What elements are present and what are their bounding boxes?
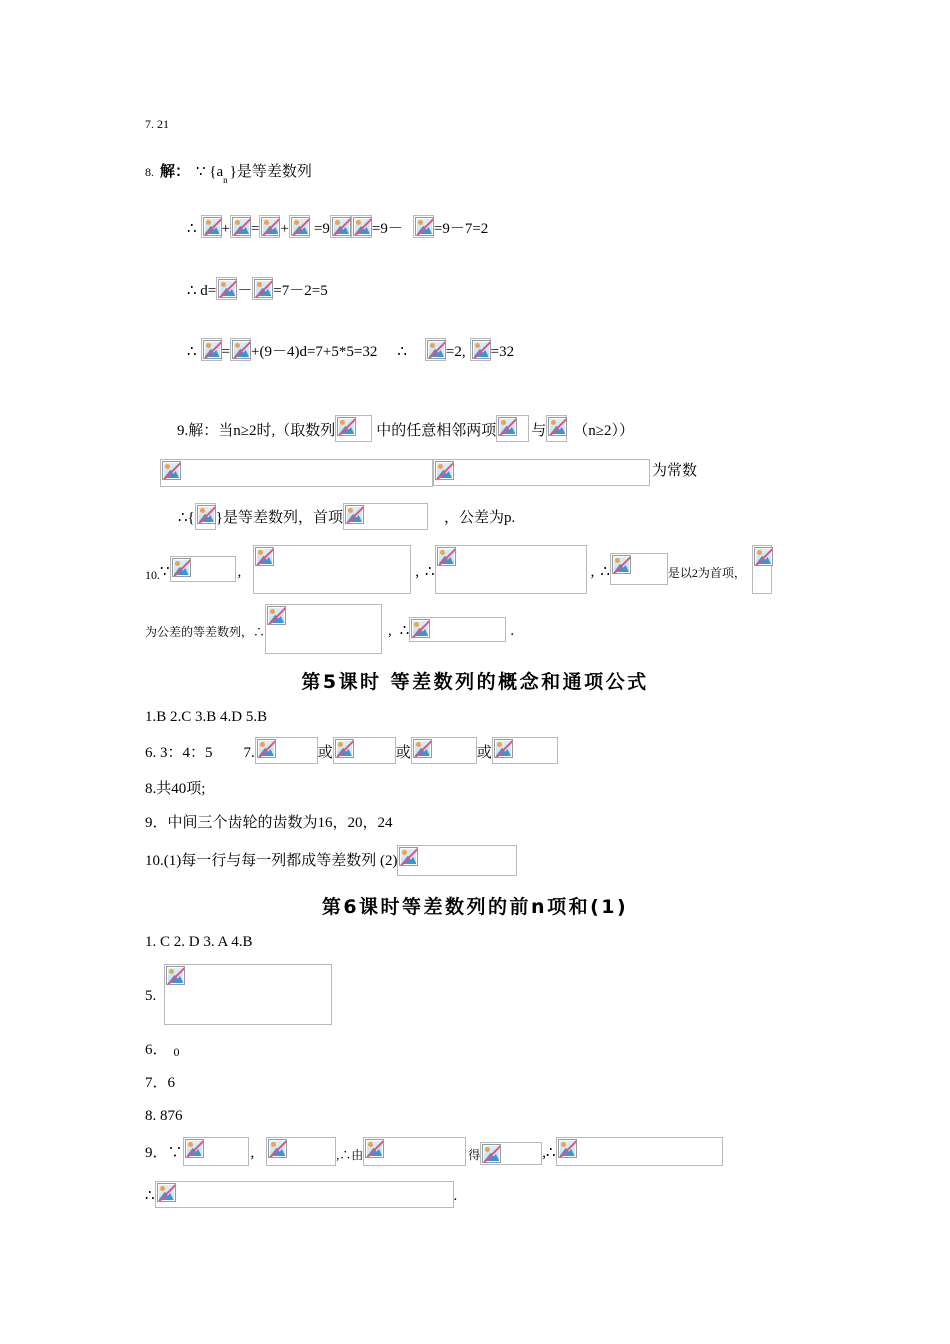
answer-9-row3: ∴{ }是等差数列，首项 ，公差为p. (178, 503, 515, 530)
formula-image-icon (230, 215, 251, 238)
section-5-answer-8: 8.共40项; (145, 781, 206, 797)
formula-image-icon (397, 845, 517, 876)
formula-image-icon (259, 215, 280, 238)
formula-image-icon (411, 737, 477, 764)
formula-image-icon (556, 1137, 723, 1166)
formula-image-icon (413, 215, 434, 238)
formula-image-icon (160, 459, 433, 487)
formula-image-icon (255, 737, 318, 764)
formula-image-icon (425, 338, 446, 361)
formula-image-icon (155, 1181, 454, 1208)
formula-image-icon (170, 556, 236, 582)
formula-image-icon (266, 1137, 336, 1166)
section-5-title: 第5课时 等差数列的概念和通项公式 (301, 671, 649, 693)
answer-9-row2: 为常数 (160, 459, 697, 487)
answer-8-header: 8. 解： ∵ {a n }是等差数列 (145, 164, 312, 185)
formula-image-icon (201, 338, 222, 361)
formula-image-icon (330, 215, 351, 238)
formula-image-icon (333, 737, 396, 764)
formula-image-icon (230, 338, 251, 361)
answer-9-row1: 9.解：当n≥2时,（取数列 中的任意相邻两项 与 （n≥2）） (177, 415, 634, 442)
formula-image-icon (470, 338, 491, 361)
section-6-answer-5: 5. (145, 964, 332, 1025)
formula-image-icon (752, 545, 772, 594)
section-5-answers-6-7: 6. 3：4：5 7. 或 或 或 (145, 737, 558, 764)
formula-image-icon (252, 277, 273, 300)
formula-image-icon (409, 617, 506, 642)
formula-image-icon (216, 277, 237, 300)
formula-image-icon (610, 553, 668, 585)
section-5-answer-9: 9．中间三个齿轮的齿数为16，20，24 (145, 815, 393, 831)
section-6-answer-6: 6． 0 (145, 1042, 180, 1059)
section-6-answer-9-row2: ∴ . (145, 1181, 457, 1208)
formula-image-icon (335, 415, 372, 442)
formula-image-icon (164, 964, 332, 1025)
answer-8-row3: ∴ = +(9－4)d=7+5*5=32 ∴ =2, =32 (187, 338, 514, 362)
formula-image-icon (435, 545, 587, 594)
formula-image-icon (253, 545, 411, 594)
formula-image-icon (183, 1137, 249, 1166)
answer-10-row2: 为公差的等差数列，∴ , ∴ . (145, 604, 514, 654)
formula-image-icon (492, 737, 558, 764)
formula-image-icon (546, 415, 567, 442)
answer-7: 7. 21 (145, 117, 169, 131)
formula-image-icon (289, 215, 310, 238)
section-6-title: 第6课时等差数列的前n项和(1) (321, 896, 629, 918)
section-5-answers-1-5: 1.B 2.C 3.B 4.D 5.B (145, 709, 268, 725)
answer-8-row2: ∴ d= － =7－2=5 (187, 277, 328, 301)
formula-image-icon (363, 1137, 466, 1166)
answer-10-row1: 10. ∵ , , ∴ , ∴ 是以2为首项， (145, 545, 772, 594)
formula-image-icon (265, 604, 382, 654)
formula-image-icon (496, 415, 529, 442)
formula-image-icon (195, 503, 216, 530)
section-6-answer-9-row1: 9．∵ , ,∴由 得 ,∴ (145, 1137, 723, 1166)
formula-image-icon (433, 459, 650, 486)
section-6-answer-7: 7．6 (145, 1075, 176, 1091)
answer-8-row1: ∴ + = + =9 =9－ =9－7=2 (187, 215, 488, 239)
formula-image-icon (343, 503, 428, 530)
formula-image-icon (351, 215, 372, 238)
formula-image-icon (201, 215, 222, 238)
section-5-answer-10: 10.(1)每一行与每一列都成等差数列 (2) (145, 845, 517, 876)
formula-image-icon (480, 1142, 542, 1165)
section-6-answer-8: 8. 876 (145, 1108, 183, 1124)
section-6-answers-1-4: 1. C 2. D 3. A 4.B (145, 934, 253, 950)
